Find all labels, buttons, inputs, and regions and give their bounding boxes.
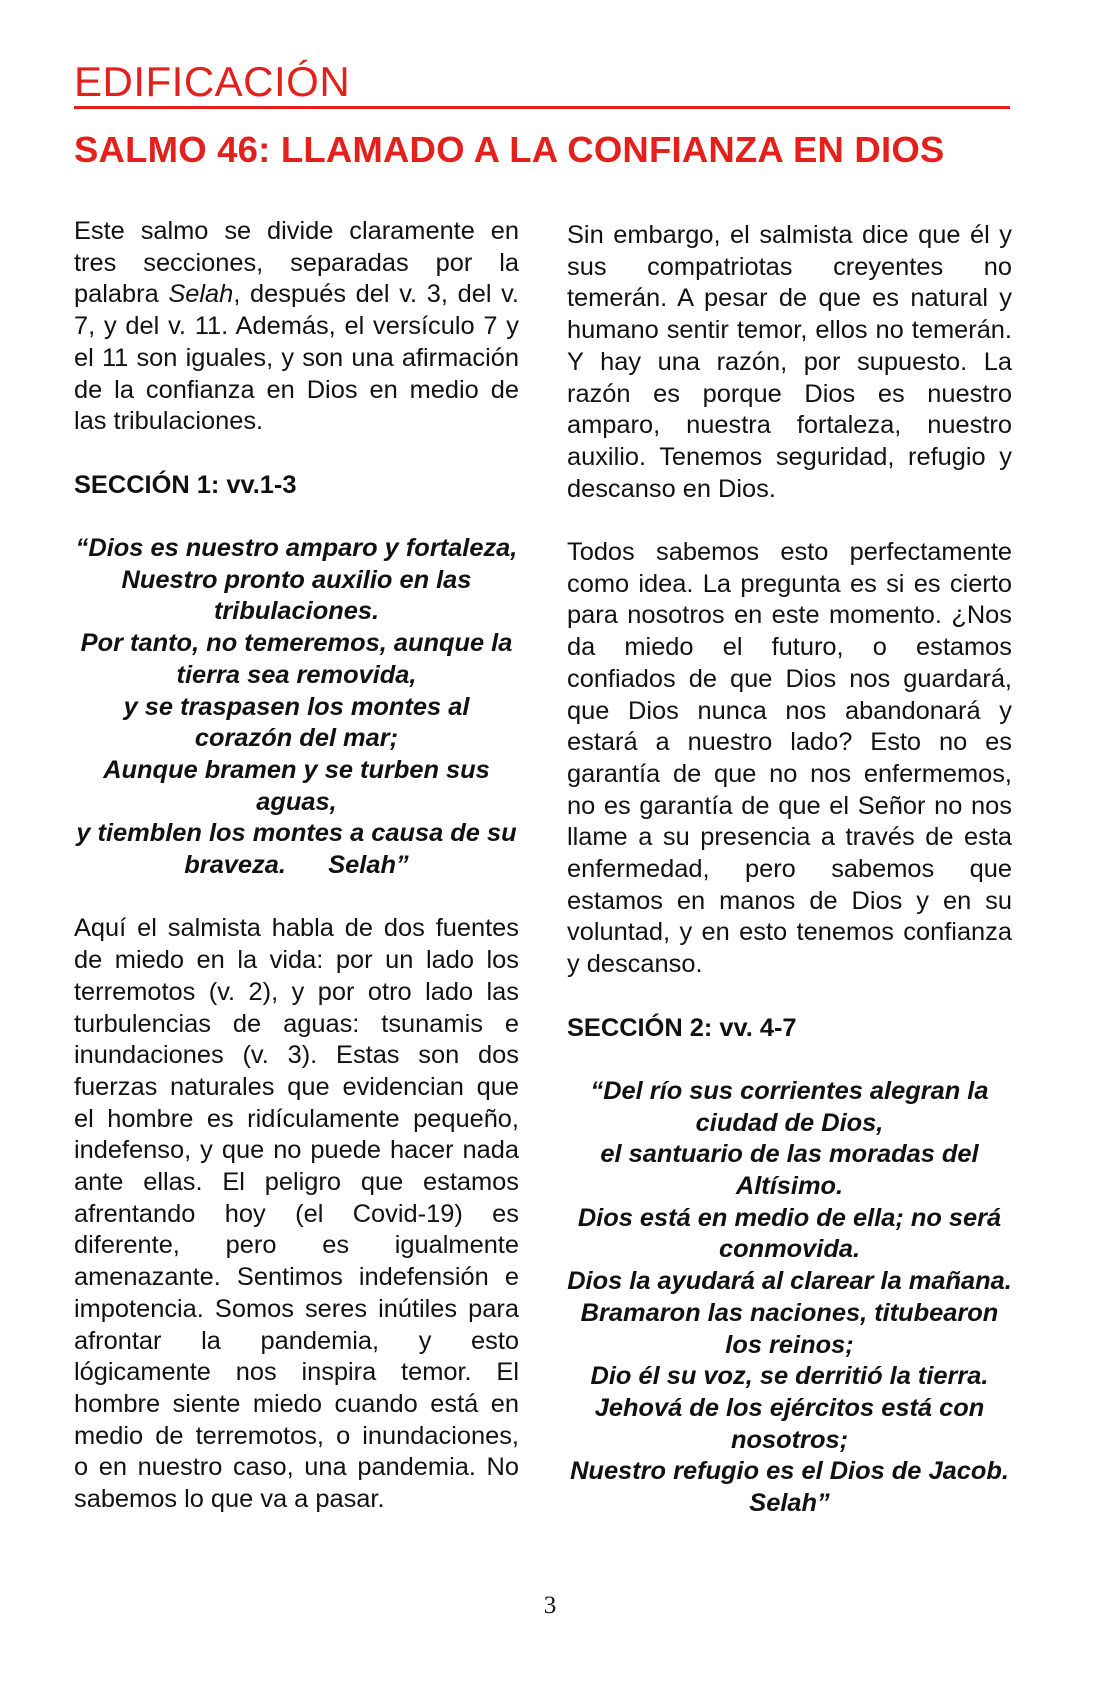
verse-line: Aunque bramen y se turben sus aguas,	[103, 755, 490, 816]
commentary-paragraph: Aquí el salmista habla de dos fuentes de miedo en la vida: por un lado los terremotos (v. 2), y por otro lado las turbulencias de aguas: tsunamis e inundaciones (v. 3). Estas son dos fuerzas naturales que evidencian que el hombre es ridículamente pequeño, indefenso, y que no puede hacer nada ante ellas. El peligro que estamos afrentando hoy (el Covid-19) es diferente, pero es igualmente amenazante. Sentimos indefensión e impotencia. Somos seres inútiles para afrontar la pandemia, y esto lógicamente nos inspira temor. El hombre siente miedo cuando está en medio de terremotos, o inundaciones, o en nuestro caso, una pandemia. No sabemos lo que va a pasar.	[74, 914, 519, 1514]
section2-verse	[567, 1076, 1012, 1520]
verse-line: y se traspasen los montes al corazón del mar;	[123, 692, 470, 753]
verse-line: Jehová de los ejércitos está con nosotros;	[594, 1393, 985, 1454]
section-label: EDIFICACIÓN	[74, 58, 351, 105]
verse-line: Dios está en medio de ella; no será conmovida.	[577, 1203, 1002, 1264]
verse-line: y tiemblen los montes a causa de su braveza. Selah”	[76, 819, 524, 880]
verse-line: “Del río sus corrientes alegran la ciudad de Dios,	[590, 1076, 989, 1137]
intro-paragraph	[74, 216, 519, 438]
page-title: SALMO 46: LLAMADO A LA CONFIANZA EN DIOS	[74, 129, 945, 170]
intro-selah: Selah	[168, 280, 234, 309]
verse-line: Nuestro pronto auxilio en las tribulaciones.	[121, 565, 472, 626]
right-paragraph-1: Sin embargo, el salmista dice que él y sus compatriotas creyentes no temerán. A pesar de que es natural y humano sentir temor, ellos no temerán. Y hay una razón, por supuesto. La razón es porque Dios es nuestro amparo, nuestra fortaleza, nuestro auxilio. Tenemos seguridad, refugio y descanso en Dios.	[567, 221, 1012, 503]
verse-line: el santuario de las moradas del Altísimo.	[600, 1140, 979, 1201]
intro-text-start: Este salmo se divide claramente en tres secciones, separadas por la palabra	[74, 217, 519, 309]
right-paragraph-2: Todos sabemos esto perfectamente como idea. La pregunta es si es cierto para nosotros en este momento. ¿Nos da miedo el futuro, o estamos confiados de que Dios nos guardará, que Dios nunca nos abandonará y estará a nuestro lado? Esto no es garantía de que no nos enfermemos, no es garantía de que el Señor no nos llame a su presencia a través de esta enfermedad, pero sabemos que estamos en manos de Dios y en su voluntad, y en esto tenemos confianza y descanso.	[567, 538, 1012, 979]
page-number: 3	[543, 1592, 557, 1619]
verse-line: Nuestro refugio es el Dios de Jacob. Selah”	[570, 1457, 1009, 1518]
verse-line: “Dios es nuestro amparo y fortaleza,	[75, 534, 518, 562]
verse-line: Bramaron las naciones, titubearon los reinos;	[580, 1298, 999, 1359]
section2-heading: SECCIÓN 2: vv. 4-7	[567, 1013, 797, 1042]
section-header	[74, 58, 1010, 109]
intro-text-end: , después del v. 3, del v. 7, y del v. 11. Además, el versículo 7 y el 11 son iguales, y son una afirmación de la confianza en Dios en medio de las tribulaciones.	[74, 280, 519, 436]
verse-line: Dio él su voz, se derritió la tierra.	[590, 1362, 989, 1391]
right-column	[567, 220, 1012, 1520]
section1-verse	[74, 533, 524, 882]
section1-heading: SECCIÓN 1: vv.1-3	[74, 470, 297, 499]
left-column	[74, 216, 524, 1516]
verse-line: Dios la ayudará al clarear la mañana.	[567, 1267, 1012, 1296]
verse-line: Por tanto, no temeremos, aunque la tierra sea removida,	[80, 629, 513, 689]
